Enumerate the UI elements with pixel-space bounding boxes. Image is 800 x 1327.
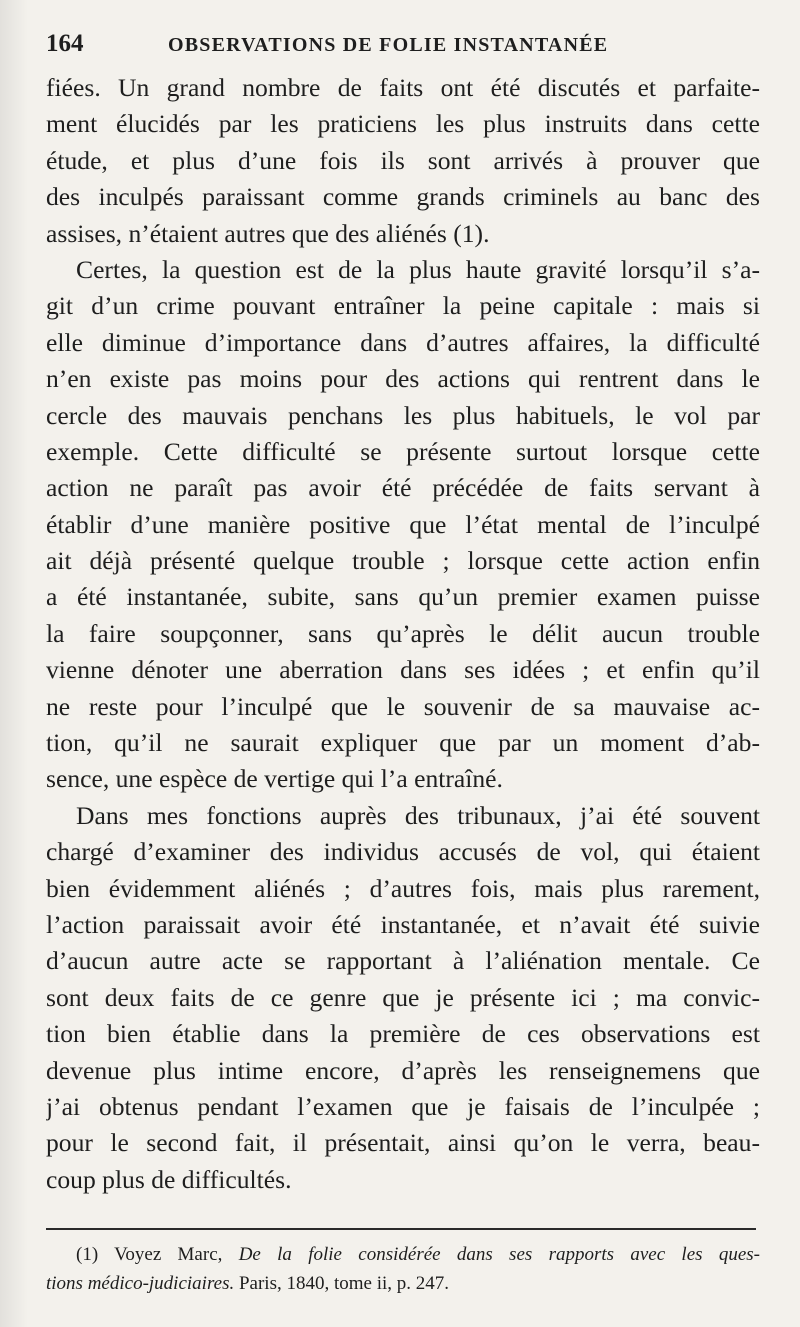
text-line: j’ai obtenus pendant l’examen que je faisais de l’inculpée ; [46,1091,760,1121]
text-line: action ne paraît pas avoir été précédée de faits servant à [46,473,760,503]
page-number: 164 [46,30,84,57]
text-line: sont deux faits de ce genre que je présente ici ; ma convic- [46,982,760,1012]
text-line: des inculpés paraissant comme grands criminels au banc des [46,182,760,212]
text-line: tion, qu’il ne saurait expliquer que par un moment d’ab- [46,728,760,758]
text-line: fiées. Un grand nombre de faits ont été discutés et parfaite- [46,73,760,102]
text-line: elle diminue d’importance dans d’autres affaires, la difficulté [46,327,760,357]
text-line: d’aucun autre acte se rapportant à l’aliénation mentale. Ce [46,946,760,976]
text-line: sence, une espèce de vertige qui l’a entraîné. [46,764,503,794]
footnote-divider [46,1228,756,1230]
text-line: cercle des mauvais penchans les plus habituels, le vol par [46,400,760,430]
text-line: étude, et plus d’une fois ils sont arrivés à prouver que [46,145,760,175]
paragraph-start-line: Certes, la question est de la plus haute gravité lorsqu’il s’a- [76,254,760,284]
text-line: chargé d’examiner des individus accusés de vol, qui étaient [46,837,760,867]
text-line: ment élucidés par les praticiens les plus instruits dans cette [46,109,760,139]
text-line: a été instantanée, subite, sans qu’un premier examen puisse [46,582,760,612]
text-line: l’action paraissait avoir été instantanée, et n’avait été suivie [46,909,760,939]
text-line: vienne dénoter une aberration dans ses idées ; et enfin qu’il [46,655,760,685]
text-line: assises, n’étaient autres que des aliénés (1). [46,218,490,248]
text-line: n’en existe pas moins pour des actions qui rentrent dans le [46,364,760,394]
footnote-line [46,1240,760,1269]
text-line: pour le second fait, il présentait, ainsi qu’on le verra, beau- [46,1128,760,1158]
footnote-title: De la folie considérée dans ses rapports avec les ques- [238,1244,760,1266]
text-line: exemple. Cette difficulté se présente surtout lorsque cette [46,436,760,466]
footnote-marker: (1) [76,1244,99,1266]
text-line: coup plus de difficultés. [46,1164,292,1194]
footnote [46,1240,760,1298]
text-line: ait déjà présenté quelque trouble ; lorsque cette action enfin [46,546,760,576]
text-line: ne reste pour l’inculpé que le souvenir de sa mauvaise ac- [46,691,760,721]
body-text [46,70,760,1198]
footnote-author: Voyez Marc, [114,1244,223,1266]
text-line: tion bien établie dans la première de ces observations est [46,1019,760,1049]
text-line: bien évidemment aliénés ; d’autres fois, mais plus rarement, [46,873,760,903]
text-line: la faire soupçonner, sans qu’après le délit aucun trouble [46,618,760,648]
page-header [46,30,760,66]
paragraph-start-line: Dans mes fonctions auprès des tribunaux, j’ai été souvent [76,800,760,830]
running-head: OBSERVATIONS DE FOLIE INSTANTANÉE [168,34,609,56]
text-line: devenue plus intime encore, d’après les renseignemens que [46,1055,760,1085]
footnote-title-cont: tions médico-judiciaires. [46,1273,235,1295]
footnote-line [46,1269,760,1298]
text-line: git d’un crime pouvant entraîner la peine capitale : mais si [46,291,760,321]
footnote-publication: Paris, 1840, tome ii, p. 247. [238,1273,450,1295]
text-line: établir d’une manière positive que l’état mental de l’inculpé [46,509,760,539]
